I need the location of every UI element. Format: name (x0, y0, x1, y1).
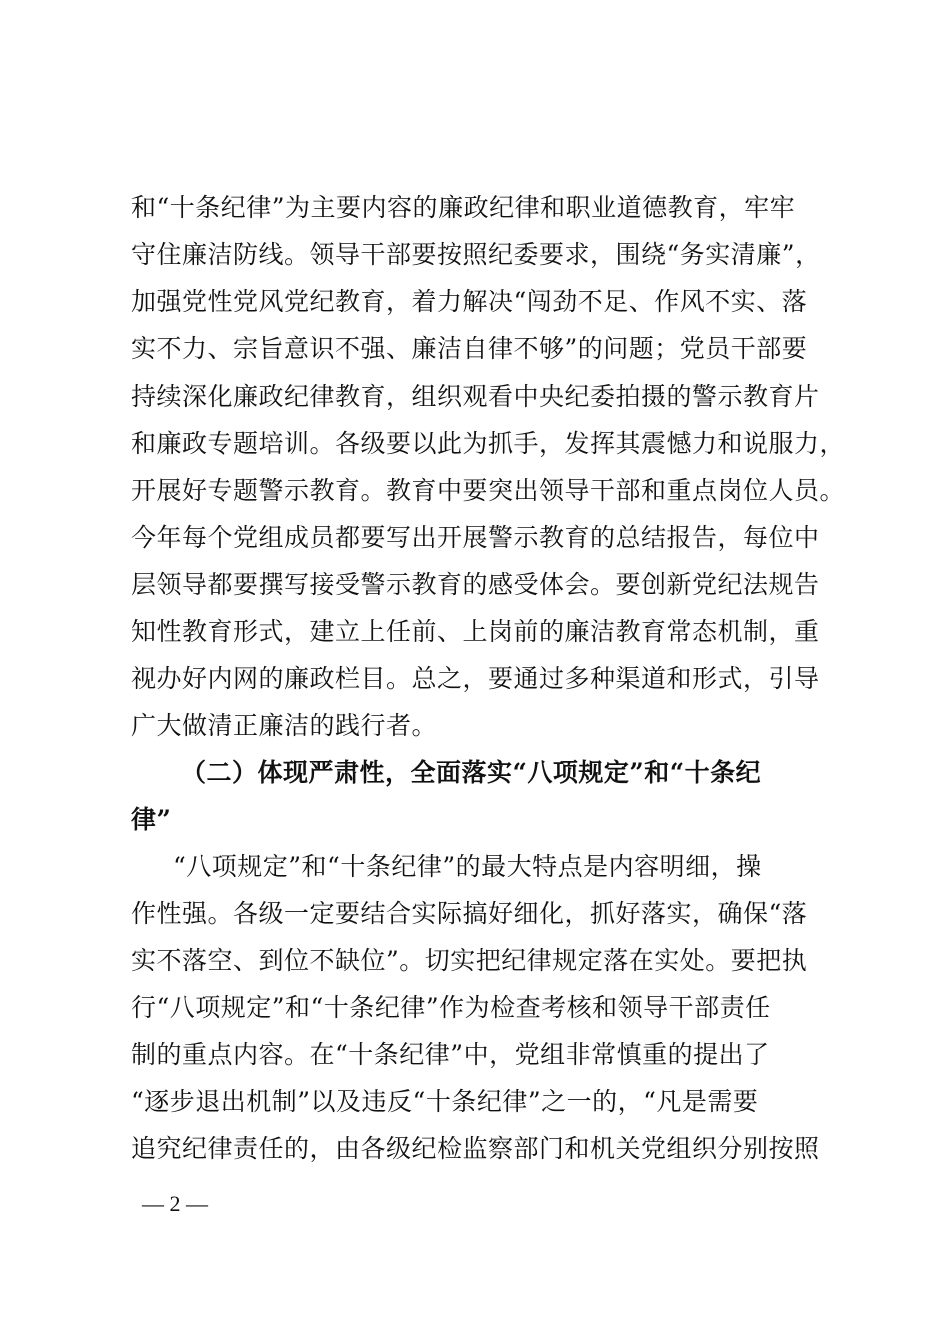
body-text-line: 守住廉洁防线。领导干部要按照纪委要求，围绕“务实清廉”， (131, 240, 821, 269)
body-text-line: 知性教育形式，建立上任前、上岗前的廉洁教育常态机制，重 (131, 617, 820, 646)
body-text-line: 广大做清正廉洁的践行者。 (131, 711, 438, 740)
body-text-line: 和廉政专题培训。各级要以此为抓手，发挥其震憾力和说服力， (131, 429, 846, 458)
body-text-line: 今年每个党组成员都要写出开展警示教育的总结报告，每位中 (131, 523, 820, 552)
body-text-line: 和“十条纪律”为主要内容的廉政纪律和职业道德教育，牢牢 (131, 193, 796, 222)
body-text-line: “八项规定”和“十条纪律”的最大特点是内容明细，操 (173, 852, 762, 881)
body-text-line: 制的重点内容。在“十条纪律”中，党组非常慎重的提出了 (131, 1040, 770, 1069)
body-text-line: 作性强。各级一定要结合实际搞好细化，抓好落实，确保“落 (131, 899, 808, 928)
body-text-line: 持续深化廉政纪律教育，组织观看中央纪委拍摄的警示教育片 (131, 382, 820, 411)
section-heading-line: （二）体现严肃性，全面落实“八项规定”和“十条纪 (181, 758, 762, 787)
body-text-line: 加强党性党风党纪教育，着力解决“闯劲不足、作风不实、落 (131, 287, 808, 316)
body-text-line: 实不力、宗旨意识不强、廉洁自律不够”的问题；党员干部要 (131, 334, 808, 363)
body-text-line: 实不落空、到位不缺位”。切实把纪律规定落在实处。要把执 (131, 946, 808, 975)
section-heading-line: 律” (131, 805, 172, 834)
body-text-line: 层领导都要撰写接受警示教育的感受体会。要创新党纪法规告 (131, 570, 820, 599)
body-text-line: 开展好专题警示教育。教育中要突出领导干部和重点岗位人员。 (131, 476, 846, 505)
body-text-line: 行“八项规定”和“十条纪律”作为检查考核和领导干部责任 (131, 993, 771, 1022)
body-text-line: “逐步退出机制”以及违反“十条纪律”之一的，“凡是需要 (131, 1087, 759, 1116)
page-number: — 2 — (142, 1191, 208, 1216)
body-text-line: 追究纪律责任的，由各级纪检监察部门和机关党组织分别按照 (131, 1134, 820, 1163)
body-text-line: 视办好内网的廉政栏目。总之，要通过多种渠道和形式，引导 (131, 664, 820, 693)
